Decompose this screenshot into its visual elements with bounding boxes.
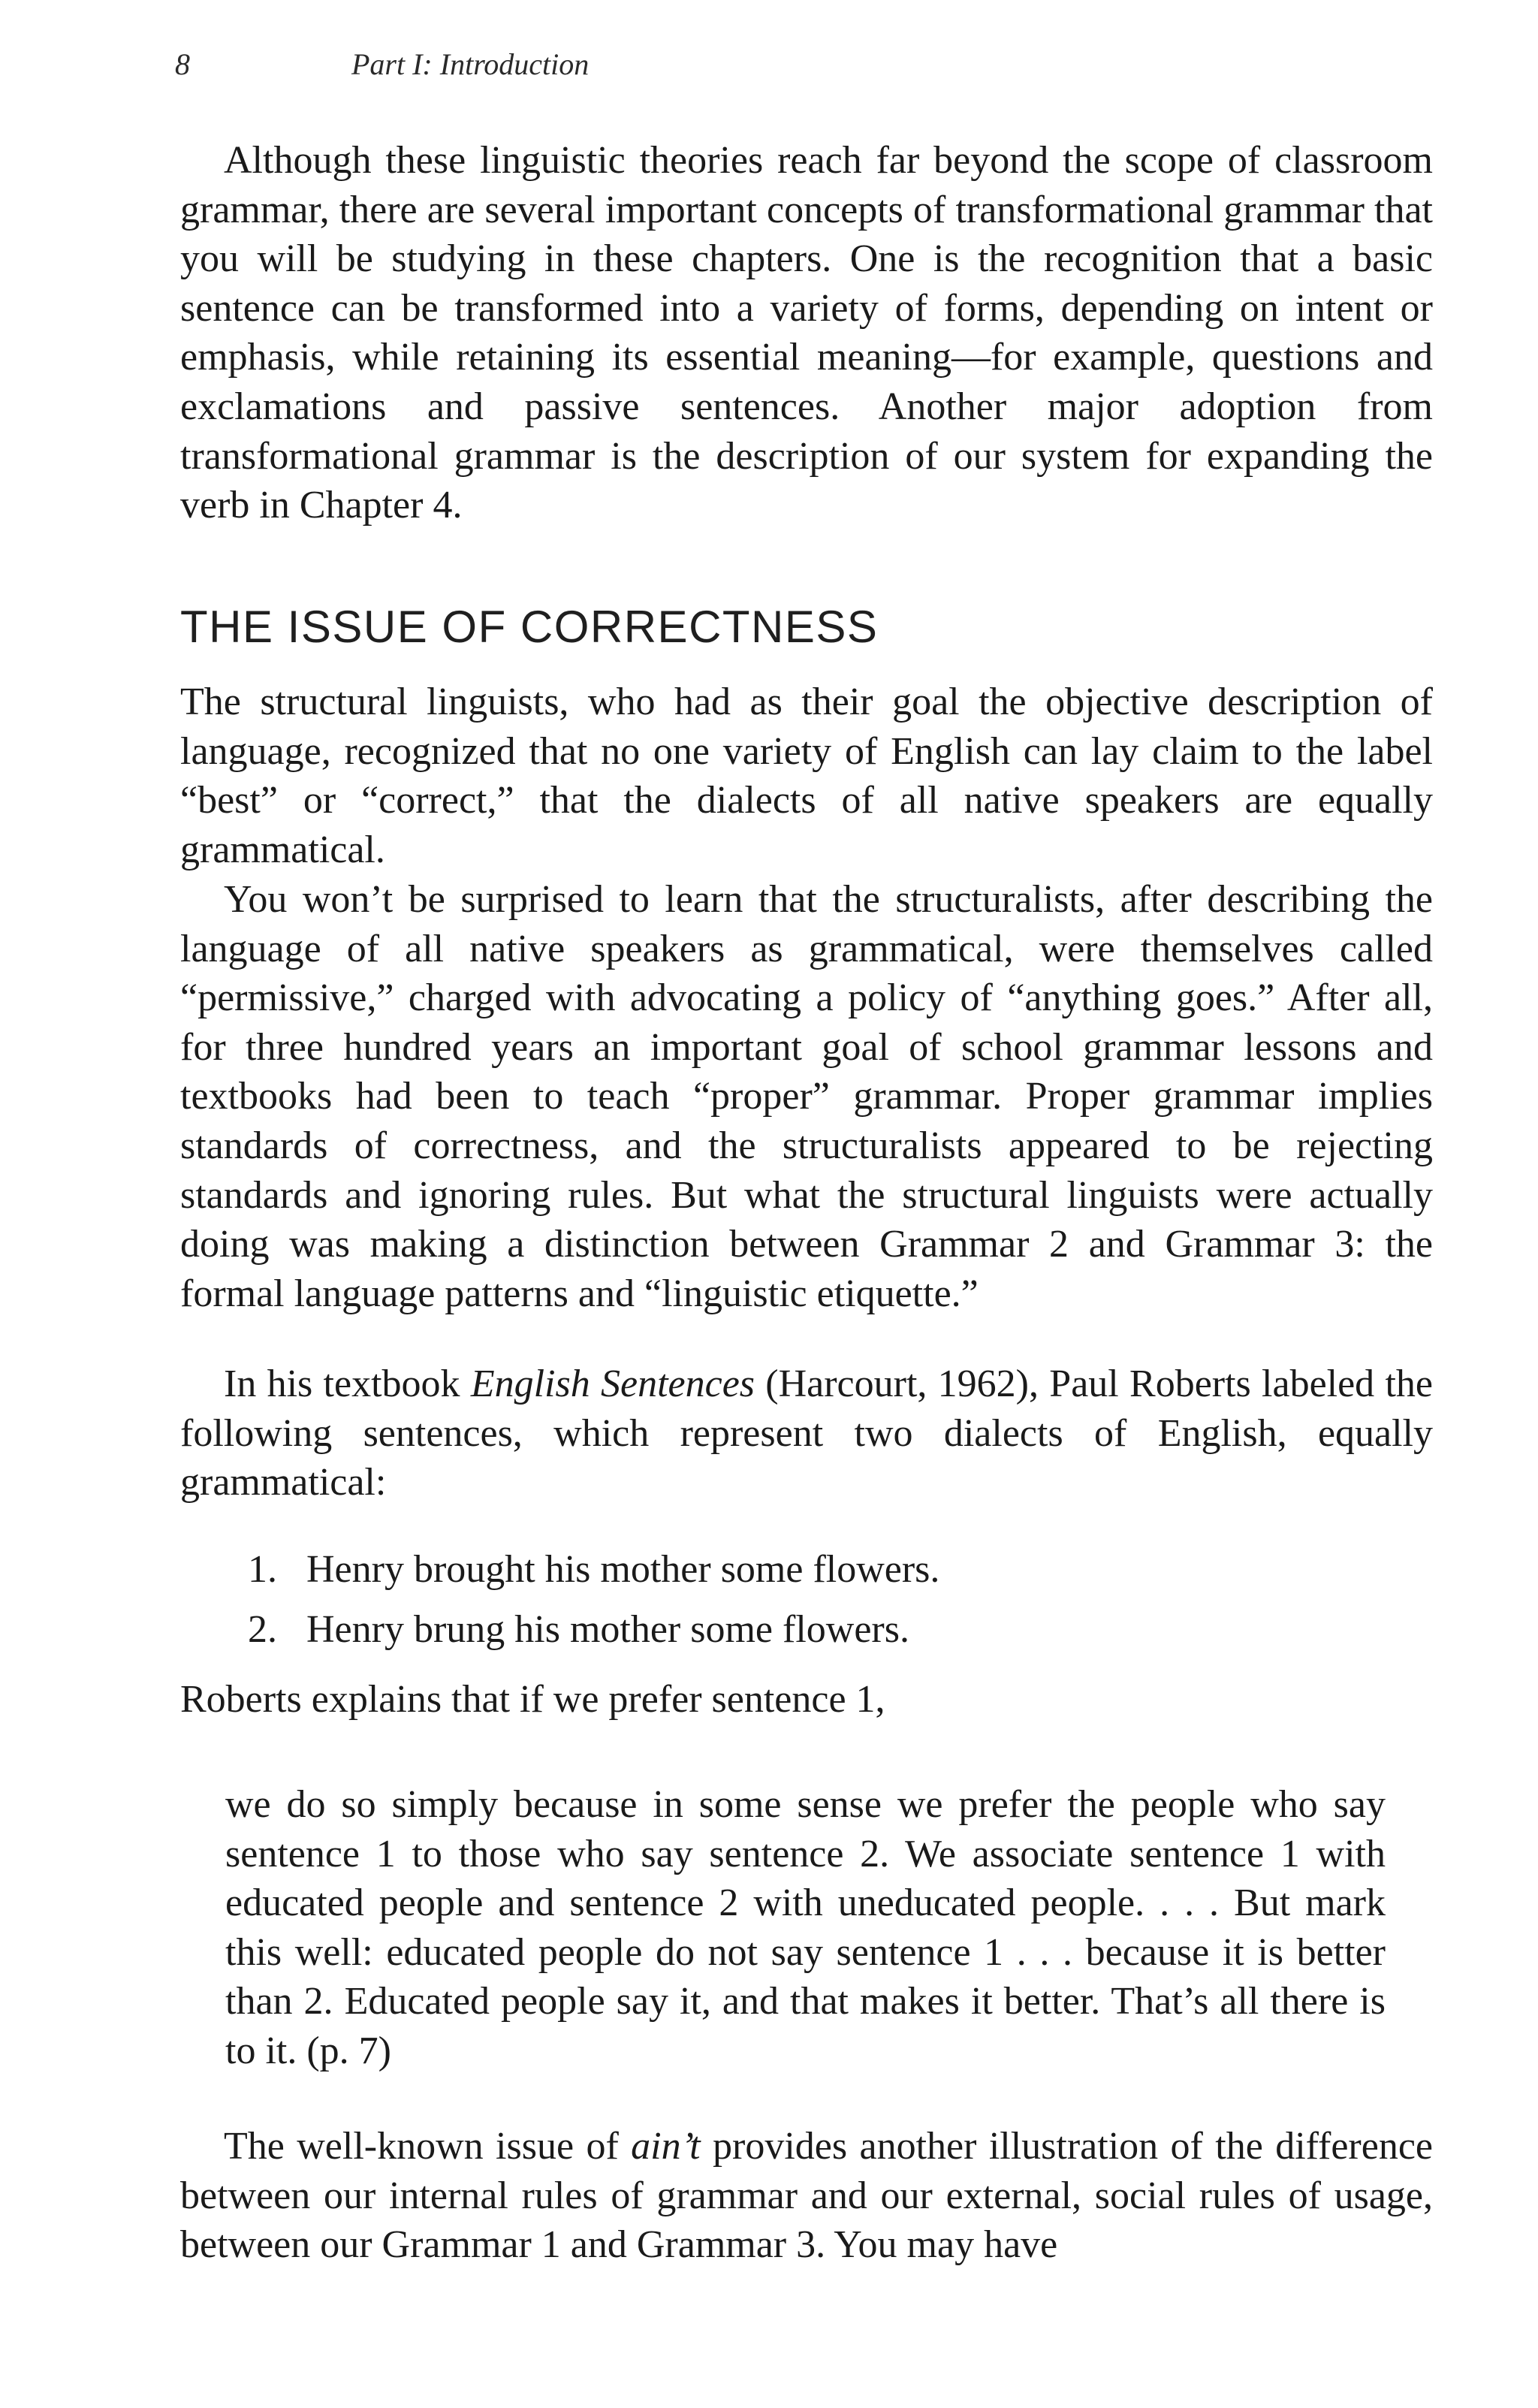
book-title: English Sentences [470,1362,755,1405]
paragraph-transformational-grammar: Although these linguistic theories reach far beyond the scope of classroom grammar, there are several important concepts of transformational grammar that you will be studying in these chapters. One is the recognition that a basic sentence can be transformed into a variety of forms, depending on intent or emphasis, while retaining its essential meaning—for example, questions and exclamations and passive sentences. Another major adoption from transformational grammar is the description of our system for expanding the verb in Chapter 4. [180,139,1433,527]
running-head [175,47,589,82]
paragraph-aint [180,2122,1433,2270]
paragraph-aint-after: provides another illustration of the difference between our internal rules of grammar and our external, social rules of usage, between our Grammar 1 and Grammar 3. You may have [180,2125,1433,2267]
list-item-text: Henry brought his mother some flowers. [306,1548,940,1591]
paragraph-roberts-textbook [180,1359,1433,1507]
block-quote: we do so simply because in some sense we prefer the people who say sentence 1 to those who say sentence 2. We associate sentence 1 with educated people and sentence 2 with uneducated people. . . . But mark this well: educated people do not say sentence 1 . . . because it is better than 2. Educated people say it, and that makes it better. That’s all there is to it. (p. 7) [225,1783,1386,2072]
list-item-number: 2. [248,1608,277,1651]
list-item [248,1600,1374,1660]
paragraph-structural-linguists: The structural linguists, who had as their goal the objective description of language, recognized that no one variety of English can lay claim to the label “best” or “correct,” that the dialects of all native speakers are equally grammatical. [180,680,1433,871]
paragraph-aint-before: The well-known issue of [224,2125,632,2168]
list-item-number: 1. [248,1548,277,1591]
paragraph-roberts-before: In his textbook [224,1362,471,1405]
running-title: Part I: Introduction [351,47,590,81]
example-sentences-list [248,1540,1374,1660]
paragraph-permissive: You won’t be surprised to learn that the structuralists, after describing the language of all native speakers as grammatical, were themselves called “permissive,” charged with advocating a policy of “anything goes.” After all, for three hundred years an important goal of school grammar lessons and textbooks had been to teach “proper” grammar. Proper grammar implies standards of correctness, and the structuralists appeared to be rejecting standards and ignoring rules. But what the structural linguists were actually doing was making a distinction between Grammar 2 and Grammar 3: the formal language patterns and “linguistic etiquette.” [180,878,1433,1315]
page-number: 8 [175,47,190,81]
paragraph-roberts-after: (Harcourt, 1962), Paul Roberts labeled the following sentences, which represent two dialects of English, equally grammatical: [180,1362,1433,1504]
list-item [248,1540,1374,1600]
list-item-text: Henry brung his mother some flowers. [306,1608,909,1651]
paragraph-roberts-explains: Roberts explains that if we prefer sentence 1, [180,1678,885,1721]
section-heading: THE ISSUE OF CORRECTNESS [180,602,879,652]
term-aint: ain’t [631,2125,701,2168]
